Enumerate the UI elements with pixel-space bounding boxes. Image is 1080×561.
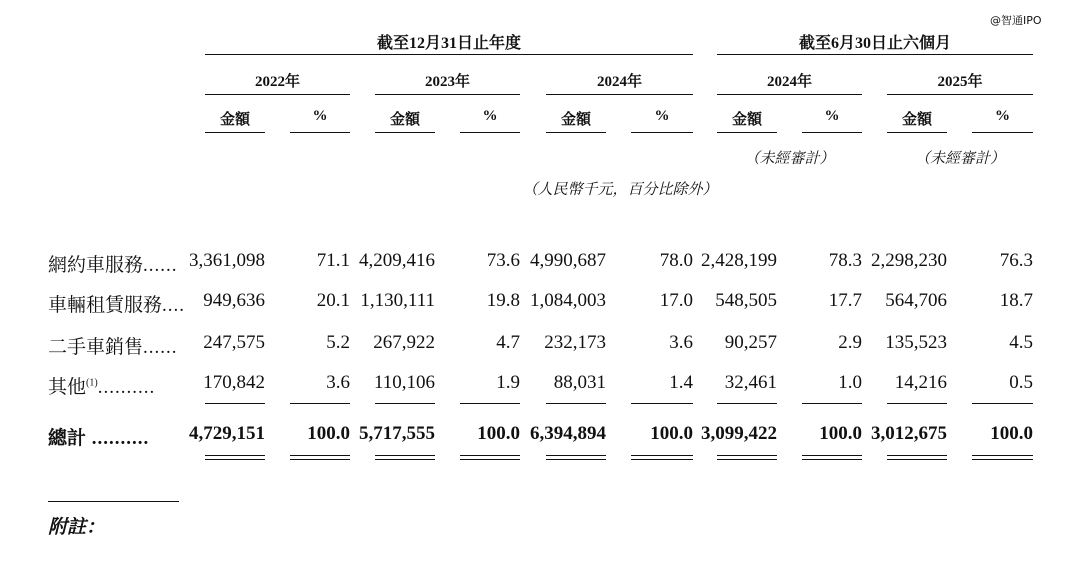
rule-amount-2023 <box>375 132 435 133</box>
total-double-rule <box>631 455 693 460</box>
subtotal-rule <box>887 403 947 404</box>
row-label-text: 其他 <box>48 377 87 398</box>
total-double-rule <box>972 455 1033 460</box>
cell-pct-2024-h1: 1.0 <box>838 372 862 393</box>
rule-year-2022 <box>205 94 350 95</box>
cell-amount-2024: 6,394,894 <box>530 423 606 444</box>
total-double-rule <box>802 455 862 460</box>
subtotal-rule <box>290 403 350 404</box>
total-double-rule <box>205 455 265 460</box>
cell-pct-2024-h1: 78.3 <box>828 250 862 271</box>
cell-amount-2023: 5,717,555 <box>359 423 435 444</box>
year-header-2022: 2022年 <box>254 74 300 90</box>
cell-pct-2022: 3.6 <box>326 372 350 393</box>
cell-pct-2023: 73.6 <box>486 250 520 271</box>
cell-pct-2025-h1: 76.3 <box>999 250 1033 271</box>
rule-year-2024 <box>546 94 693 95</box>
cell-pct-2022: 20.1 <box>316 290 350 311</box>
rule-amount-2025-h1 <box>887 132 947 133</box>
cell-pct-2025-h1: 0.5 <box>1009 372 1033 393</box>
cell-amount-2023: 4,209,416 <box>359 250 435 271</box>
rule-pct-2024-h1 <box>802 132 862 133</box>
total-double-rule <box>290 455 350 460</box>
cell-pct-2025-h1: 18.7 <box>999 290 1033 311</box>
row-label-text: 總計 <box>48 428 87 449</box>
cell-pct-2024-h1: 17.7 <box>828 290 862 311</box>
cell-amount-2024-h1: 548,505 <box>715 290 777 311</box>
row-label-text: 網約車服務 <box>48 255 144 276</box>
cell-amount-2022: 4,729,151 <box>189 423 265 444</box>
cell-pct-2022: 5.2 <box>326 332 350 353</box>
footnote-divider <box>48 501 179 502</box>
rule-amount-2024 <box>546 132 606 133</box>
cell-amount-2024: 88,031 <box>553 372 606 393</box>
cell-amount-2025-h1: 14,216 <box>894 372 947 393</box>
total-double-rule <box>460 455 520 460</box>
year-header-2024: 2024年 <box>596 74 642 90</box>
subtotal-rule <box>972 403 1033 404</box>
cell-pct-2024-h1: 100.0 <box>819 423 862 444</box>
rule-year-2024-h1 <box>717 94 862 95</box>
year-header-2025-h1: 2025年 <box>937 74 983 90</box>
col-pct-2022: % <box>312 108 328 124</box>
cell-amount-2023: 110,106 <box>373 372 435 393</box>
col-amount-2023: 金額 <box>389 112 420 128</box>
unit-note: （人民幣千元，百分比除外） <box>522 182 718 198</box>
subtotal-rule <box>375 403 435 404</box>
subtotal-rule <box>460 403 520 404</box>
cell-pct-2024: 1.4 <box>669 372 693 393</box>
rule-pct-2022 <box>290 132 350 133</box>
cell-amount-2022: 170,842 <box>203 372 265 393</box>
cell-amount-2024: 232,173 <box>544 332 606 353</box>
rule-pct-2024 <box>631 132 693 133</box>
col-pct-2023: % <box>482 108 498 124</box>
rule-year-2023 <box>375 94 520 95</box>
rule-six-months <box>717 54 1033 55</box>
year-header-2023: 2023年 <box>424 74 470 90</box>
leader-dots: .... <box>162 295 186 316</box>
rule-amount-2022 <box>205 132 265 133</box>
cell-pct-2024: 3.6 <box>669 332 693 353</box>
cell-pct-2024: 78.0 <box>659 250 693 271</box>
total-double-rule <box>546 455 606 460</box>
cell-amount-2025-h1: 2,298,230 <box>871 250 947 271</box>
cell-amount-2025-h1: 3,012,675 <box>871 423 947 444</box>
cell-amount-2022: 949,636 <box>203 290 265 311</box>
cell-amount-2024-h1: 2,428,199 <box>701 250 777 271</box>
cell-pct-2023: 1.9 <box>496 372 520 393</box>
col-amount-2024: 金額 <box>560 112 591 128</box>
cell-amount-2025-h1: 564,706 <box>885 290 947 311</box>
footnote-ref: (1) <box>86 377 98 389</box>
total-double-rule <box>717 455 777 460</box>
cell-pct-2025-h1: 4.5 <box>1009 332 1033 353</box>
cell-pct-2022: 71.1 <box>316 250 350 271</box>
cell-amount-2023: 267,922 <box>373 332 435 353</box>
cell-amount-2024-h1: 32,461 <box>724 372 777 393</box>
cell-pct-2023: 100.0 <box>477 423 520 444</box>
header-annual: 截至12月31日止年度 <box>376 35 521 52</box>
unaudited-note-2025-h1: （未經審計） <box>914 151 1005 167</box>
leader-dots: ...... <box>143 255 178 276</box>
cell-amount-2024: 4,990,687 <box>530 250 606 271</box>
rule-pct-2023 <box>460 132 520 133</box>
cell-amount-2024: 1,084,003 <box>530 290 606 311</box>
cell-amount-2023: 1,130,111 <box>360 290 435 311</box>
subtotal-rule <box>205 403 265 404</box>
cell-pct-2025-h1: 100.0 <box>990 423 1033 444</box>
cell-pct-2024: 100.0 <box>650 423 693 444</box>
cell-amount-2024-h1: 90,257 <box>724 332 777 353</box>
cell-amount-2024-h1: 3,099,422 <box>701 423 777 444</box>
leader-dots: .......... <box>97 377 156 398</box>
cell-pct-2024: 17.0 <box>659 290 693 311</box>
cell-pct-2024-h1: 2.9 <box>838 332 862 353</box>
col-pct-2025-h1: % <box>995 108 1010 124</box>
rule-annual <box>205 54 693 55</box>
rule-amount-2024-h1 <box>717 132 777 133</box>
rule-pct-2025-h1 <box>972 132 1033 133</box>
rule-year-2025-h1 <box>887 94 1033 95</box>
subtotal-rule <box>717 403 777 404</box>
subtotal-rule <box>546 403 606 404</box>
total-double-rule <box>887 455 947 460</box>
row-label <box>48 372 155 399</box>
col-pct-2024: % <box>654 108 670 124</box>
cell-amount-2025-h1: 135,523 <box>885 332 947 353</box>
cell-amount-2022: 247,575 <box>203 332 265 353</box>
col-amount-2025-h1: 金額 <box>901 112 932 128</box>
leader-dots: ...... <box>143 337 178 358</box>
total-label <box>48 423 149 450</box>
cell-pct-2023: 4.7 <box>496 332 520 353</box>
row-label-text: 二手車銷售 <box>48 337 144 358</box>
subtotal-rule <box>631 403 693 404</box>
col-amount-2022: 金額 <box>219 112 250 128</box>
col-amount-2024-h1: 金額 <box>731 112 762 128</box>
cell-pct-2022: 100.0 <box>307 423 350 444</box>
total-double-rule <box>375 455 435 460</box>
cell-amount-2022: 3,361,098 <box>189 250 265 271</box>
footnote-label: 附註： <box>48 517 106 538</box>
col-pct-2024-h1: % <box>824 108 840 124</box>
subtotal-rule <box>802 403 862 404</box>
leader-dots: .......... <box>86 428 150 449</box>
year-header-2024-h1: 2024年 <box>766 74 812 90</box>
watermark: @智通IPO <box>990 14 1042 27</box>
header-six-months: 截至6月30日止六個月 <box>798 35 951 52</box>
unaudited-note-2024-h1: （未經審計） <box>744 151 835 167</box>
cell-pct-2023: 19.8 <box>486 290 520 311</box>
row-label-text: 車輛租賃服務 <box>48 295 163 316</box>
